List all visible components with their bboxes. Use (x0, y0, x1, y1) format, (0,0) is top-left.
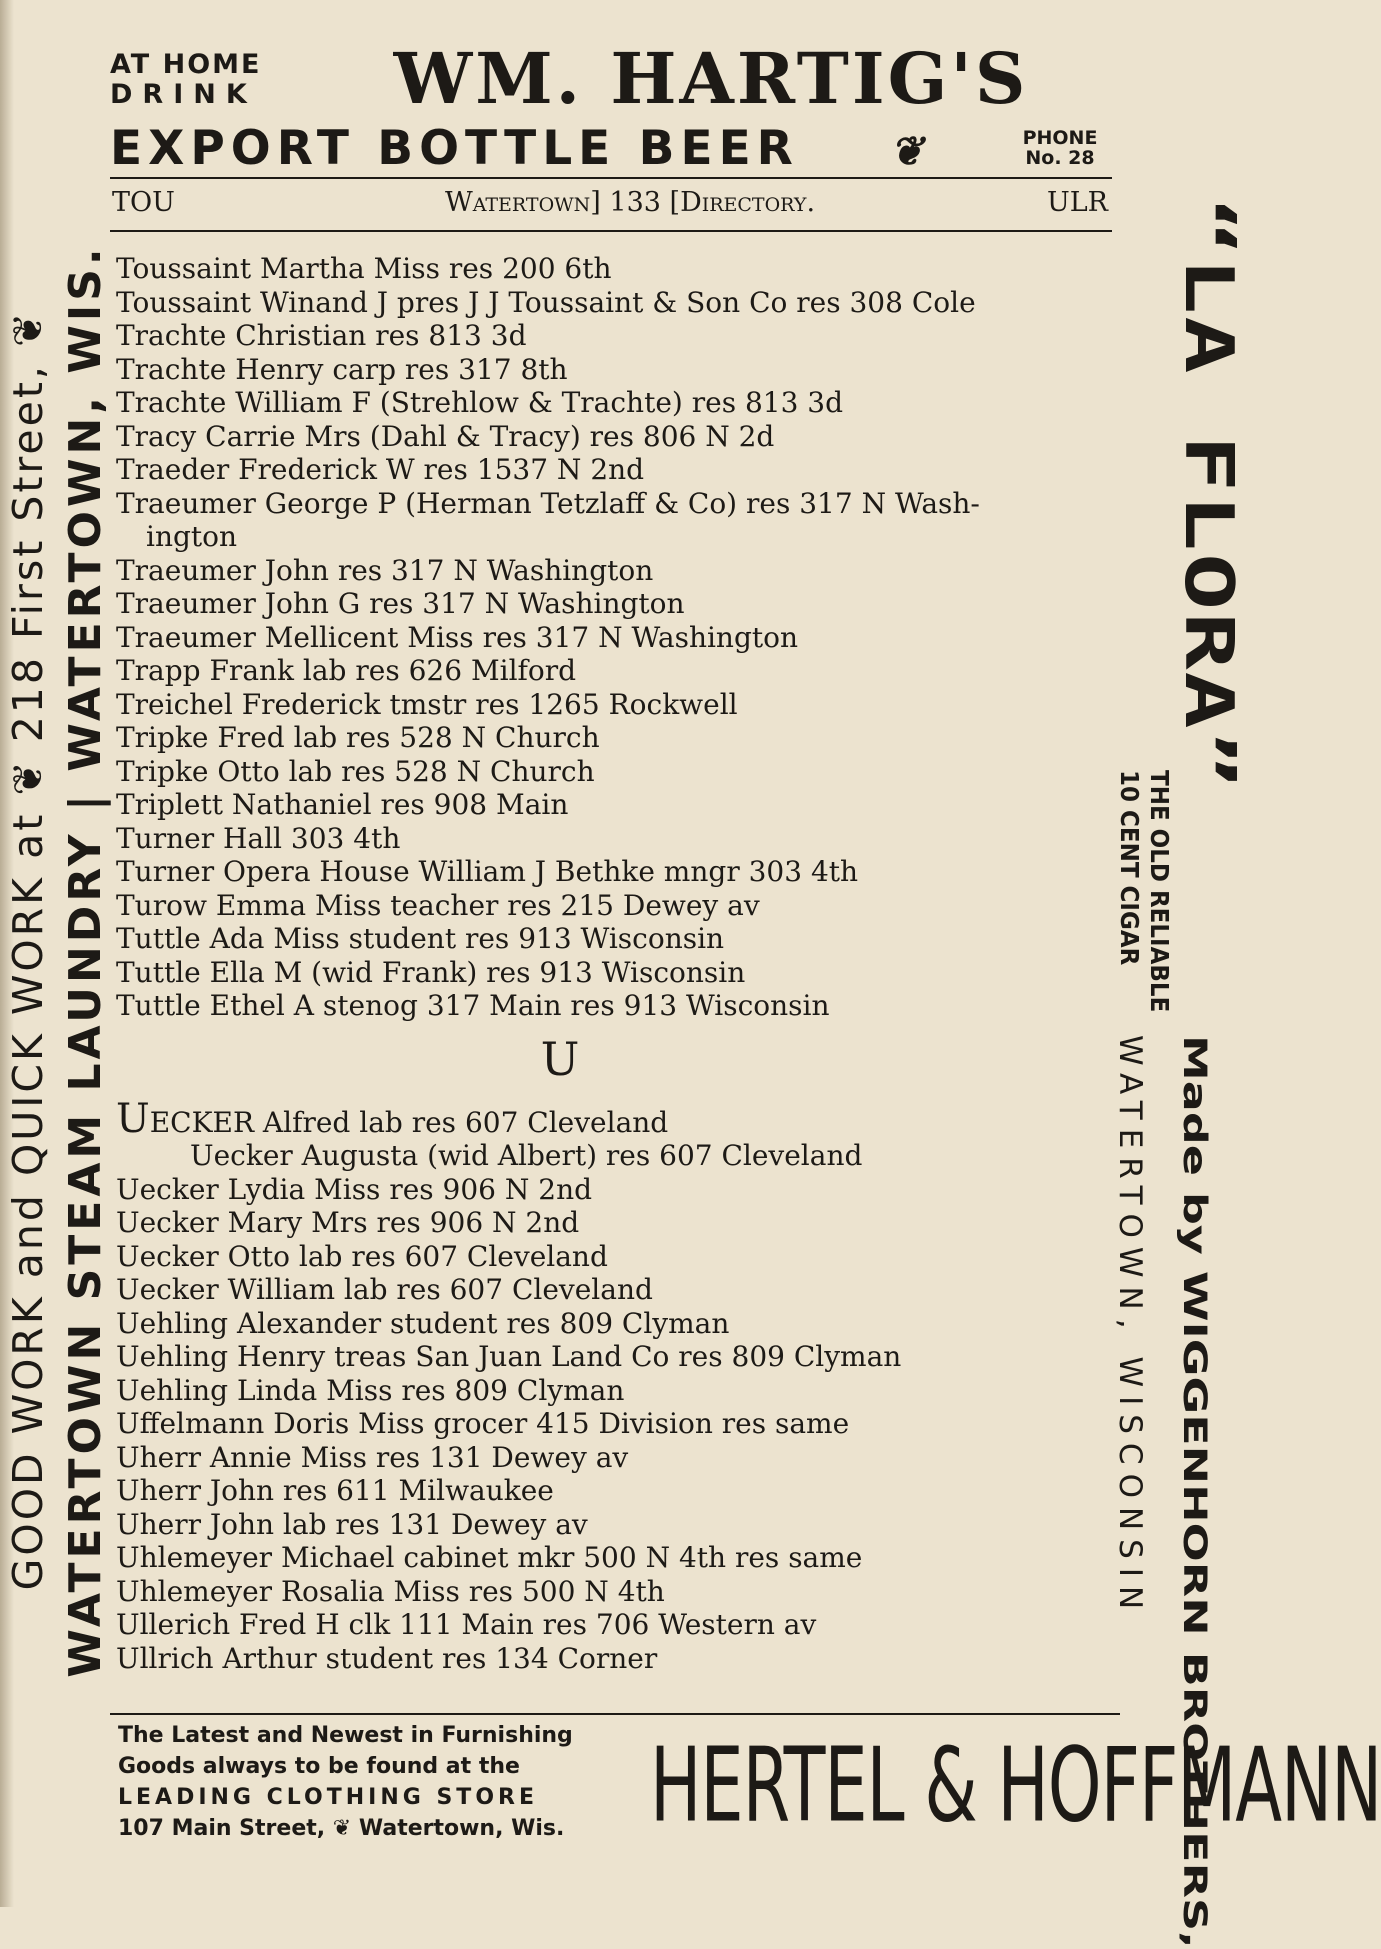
ad-line: The Latest and Newest in Furnishing (118, 1723, 573, 1748)
phone-label: PHONE (1022, 127, 1098, 149)
hartig-beer-ad (110, 37, 1112, 180)
directory-entry: Traeumer John G res 317 N Washington (116, 587, 685, 620)
section-letter-heading: U (540, 1031, 580, 1086)
ten-cent-cigar-text: 10 CENT CIGAR (1115, 770, 1144, 966)
directory-entry: Toussaint Martha Miss res 200 6th (116, 252, 612, 285)
ad-line: 107 Main Street, ❦ Watertown, Wis. (118, 1816, 565, 1841)
phone-value: No. 28 (1025, 147, 1095, 169)
directory-entry: Traeder Frederick W res 1537 N 2nd (116, 453, 645, 486)
directory-entry: Tuttle Ethel A stenog 317 Main res 913 Wisconsin (116, 989, 830, 1022)
directory-entry: Uehling Linda Miss res 809 Clyman (116, 1373, 625, 1407)
directory-entry: Traeumer Mellicent Miss res 317 N Washington (116, 620, 799, 654)
banner-rule (110, 177, 1112, 179)
directory-entry: Uehling Henry treas San Juan Land Co res 809 Clyman (116, 1340, 902, 1373)
directory-entry: Uherr John res 611 Milwaukee (116, 1474, 554, 1507)
directory-entry: Tripke Fred lab res 528 N Church (116, 721, 600, 754)
directory-entry-first-u (110, 1095, 1120, 1142)
directory-entry-continuation: ington (146, 520, 238, 553)
flourish-ornament-icon: ❦ (890, 128, 924, 175)
directory-entry: Turner Hall 303 4th (116, 821, 401, 855)
ad-line: Goods always to be found at the (118, 1754, 520, 1779)
directory-listings (110, 252, 1120, 1675)
directory-entry: Turow Emma Miss teacher res 215 Dewey av (116, 888, 760, 922)
directory-entry: Treichel Frederick tmstr res 1265 Rockwell (116, 687, 738, 721)
directory-entry: Trachte William F (Strehlow & Trachte) res 813 3d (116, 386, 844, 419)
directory-entry: Uhlemeyer Michael cabinet mkr 500 N 4th res same (116, 1541, 863, 1574)
running-head-title: Watertown] 133 [Directory. (444, 187, 816, 218)
first-u-entry-text: ECKER Alfred lab res 607 Cleveland (149, 1105, 669, 1139)
phone-number (1005, 128, 1115, 168)
la-flora-cigar-ad: “LA FLORA” (1170, 198, 1247, 790)
wiggenhorn-brothers-text: Made by WIGGENHORN BROTHERS, (1176, 1035, 1214, 1949)
directory-entry: Uecker Mary Mrs res 906 N 2nd (116, 1206, 580, 1239)
directory-entry: Ullerich Fred H clk 111 Main res 706 Western av (116, 1608, 817, 1641)
at-home-drink-label (110, 50, 290, 110)
directory-entry: Trapp Frank lab res 626 Milford (116, 654, 577, 687)
directory-entry: Tuttle Ella M (wid Frank) res 913 Wisconsin (116, 955, 746, 989)
watertown-steam-laundry-ad: WATERTOWN STEAM LAUNDRY | WATERTOWN, WIS. (60, 244, 111, 1678)
directory-entry: Uecker Otto lab res 607 Cleveland (116, 1239, 608, 1273)
directory-entry: Traeumer John res 317 N Washington (116, 553, 654, 587)
directory-entry: Trachte Henry carp res 317 8th (116, 352, 568, 386)
drop-cap-letter: U (116, 1095, 150, 1142)
directory-entry: Uherr Annie Miss res 131 Dewey av (116, 1440, 629, 1474)
running-head (110, 185, 1112, 221)
directory-entry: Ullrich Arthur student res 134 Corner (116, 1641, 658, 1675)
directory-entry: Uhlemeyer Rosalia Miss res 500 N 4th (116, 1574, 665, 1608)
directory-entry: Triplett Nathaniel res 908 Main (116, 788, 569, 821)
directory-entry: Turner Opera House William J Bethke mngr 303 4th (116, 855, 859, 888)
clothing-store-ad-copy (118, 1720, 638, 1844)
directory-entry: Uehling Alexander student res 809 Clyman (116, 1306, 730, 1340)
good-work-laundry-ad: GOOD WORK and QUICK WORK at ❦ 218 First Street, ❦ (4, 309, 52, 1591)
directory-entry: Tracy Carrie Mrs (Dahl & Tracy) res 806 N 2d (116, 419, 775, 453)
directory-entry: Toussaint Winand J pres J J Toussaint & Son Co res 308 Cole (116, 285, 976, 319)
directory-entry: Uffelmann Doris Miss grocer 415 Division res same (116, 1407, 850, 1440)
directory-entry: Uherr John lab res 131 Dewey av (116, 1507, 588, 1541)
running-head-rule (110, 230, 1112, 232)
hertel-hoffmann-brand: HERTEL & HOFFMANN (650, 1724, 1381, 1845)
running-head-left: TOU (112, 187, 175, 218)
directory-entry: Tripke Otto lab res 528 N Church (116, 754, 595, 788)
directory-entry: Uecker Augusta (wid Albert) res 607 Cleveland (190, 1139, 863, 1172)
directory-entry: Uecker Lydia Miss res 906 N 2nd (116, 1172, 593, 1206)
directory-entry: Uecker William lab res 607 Cleveland (116, 1273, 653, 1306)
running-head-right: ULR (1046, 187, 1108, 218)
hartig-brand-name: WM. HARTIG'S (393, 37, 1029, 120)
bottom-ad-rule (110, 1713, 1120, 1715)
watertown-wisconsin-text: WATERTOWN, WISCONSIN (1112, 1035, 1148, 1619)
directory-entry: Traeumer George P (Herman Tetzlaff & Co) res 317 N Wash- (116, 486, 980, 520)
ad-line: LEADING CLOTHING STORE (118, 1785, 538, 1810)
drink-text: DRINK (110, 79, 257, 110)
old-reliable-text: THE OLD RELIABLE (1145, 770, 1174, 1013)
export-bottle-beer-text: EXPORT BOTTLE BEER (110, 121, 799, 176)
directory-entry: Trachte Christian res 813 3d (116, 319, 527, 352)
directory-entry: Tuttle Ada Miss student res 913 Wisconsin (116, 922, 725, 955)
at-home-text: AT HOME (110, 49, 262, 80)
